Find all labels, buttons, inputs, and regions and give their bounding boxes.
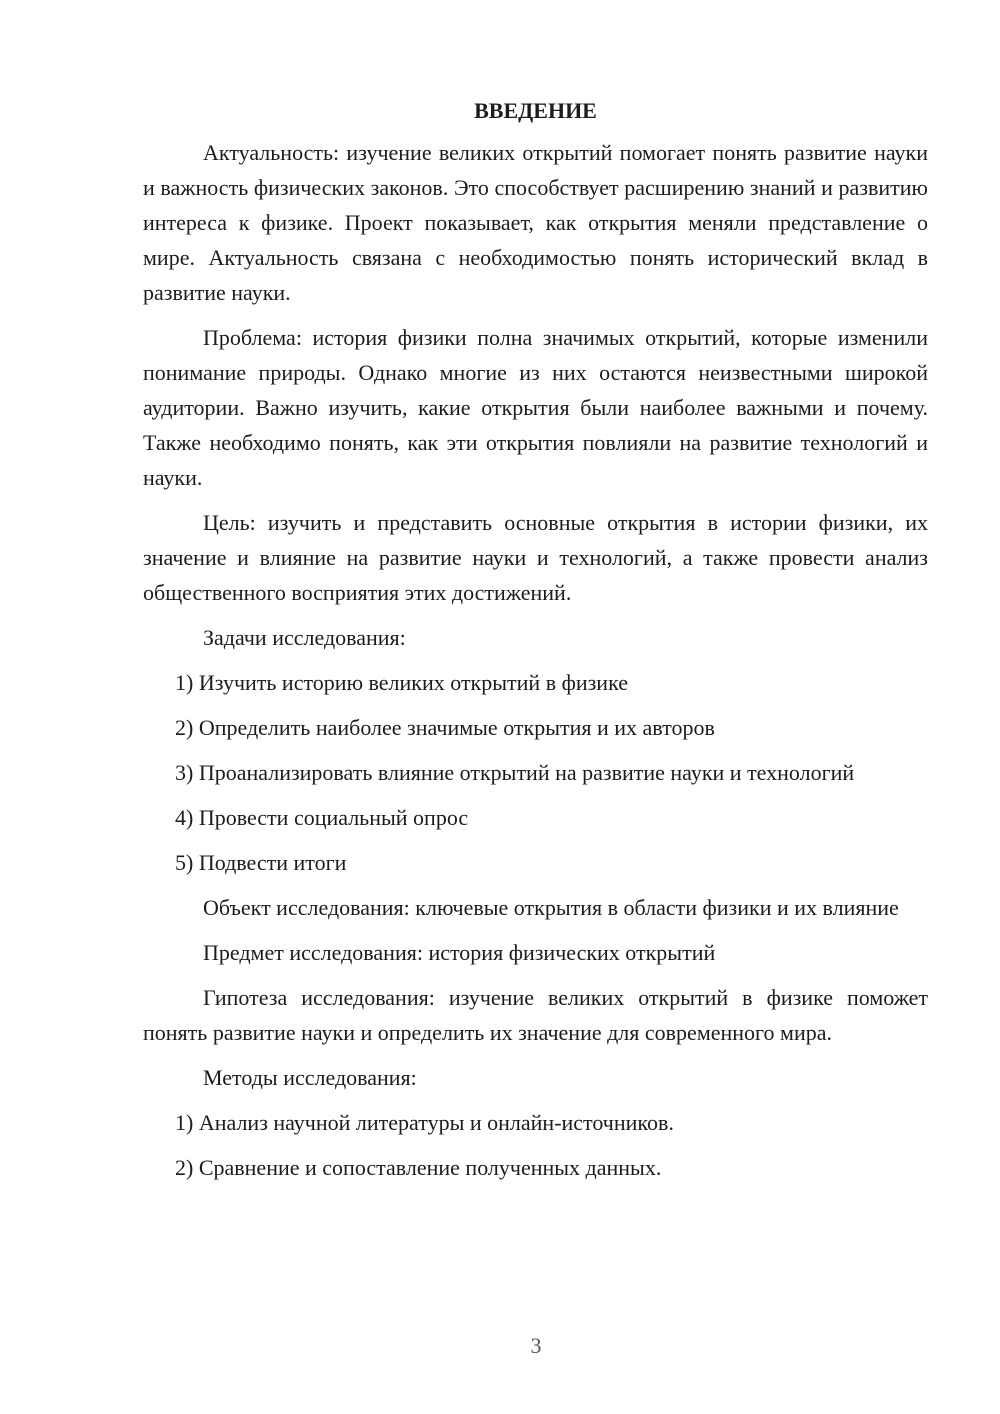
task-item: 4) Провести социальный опрос (175, 805, 469, 830)
subject-paragraph: Предмет исследования: история физических открытий (203, 940, 716, 965)
page-title: ВВЕДЕНИЕ (474, 98, 597, 123)
object-paragraph: Объект исследования: ключевые открытия в области физики и их влияние (203, 895, 899, 920)
task-item: 5) Подвести итоги (175, 850, 347, 875)
page-content (143, 97, 928, 1195)
task-item: 1) Изучить историю великих открытий в физике (175, 670, 628, 695)
goal-paragraph: Цель: изучить и представить основные открытия в истории физики, их значение и влияние на развитие науки и технологий, а также провести анализ общественного восприятия этих достижений. (143, 510, 928, 605)
problem-paragraph: Проблема: история физики полна значимых открытий, которые изменили понимание природы. Однако многие из них остаются неизвестными широкой аудитории. Важно изучить, какие открытия были наиболее важными и почему. Также необходимо понять, как эти открытия повлияли на развитие технологий и науки. (143, 325, 928, 490)
method-item: 2) Сравнение и сопоставление полученных данных. (175, 1155, 662, 1180)
method-item: 1) Анализ научной литературы и онлайн-источников. (175, 1110, 674, 1135)
task-item: 3) Проанализировать влияние открытий на развитие науки и технологий (175, 760, 855, 785)
tasks-heading: Задачи исследования: (203, 625, 406, 650)
hypothesis-paragraph: Гипотеза исследования: изучение великих открытий в физике поможет понять развитие науки и определить их значение для современного мира. (143, 985, 928, 1045)
page-number: 3 (530, 1333, 542, 1358)
methods-heading: Методы исследования: (203, 1065, 417, 1090)
relevance-paragraph: Актуальность: изучение великих открытий помогает понять развитие науки и важность физических законов. Это способствует расширению знаний и развитию интереса к физике. Проект показывает, как открытия меняли представление о мире. Актуальность связана с необходимостью понять исторический вклад в развитие науки. (143, 140, 928, 305)
task-item: 2) Определить наиболее значимые открытия и их авторов (175, 715, 715, 740)
